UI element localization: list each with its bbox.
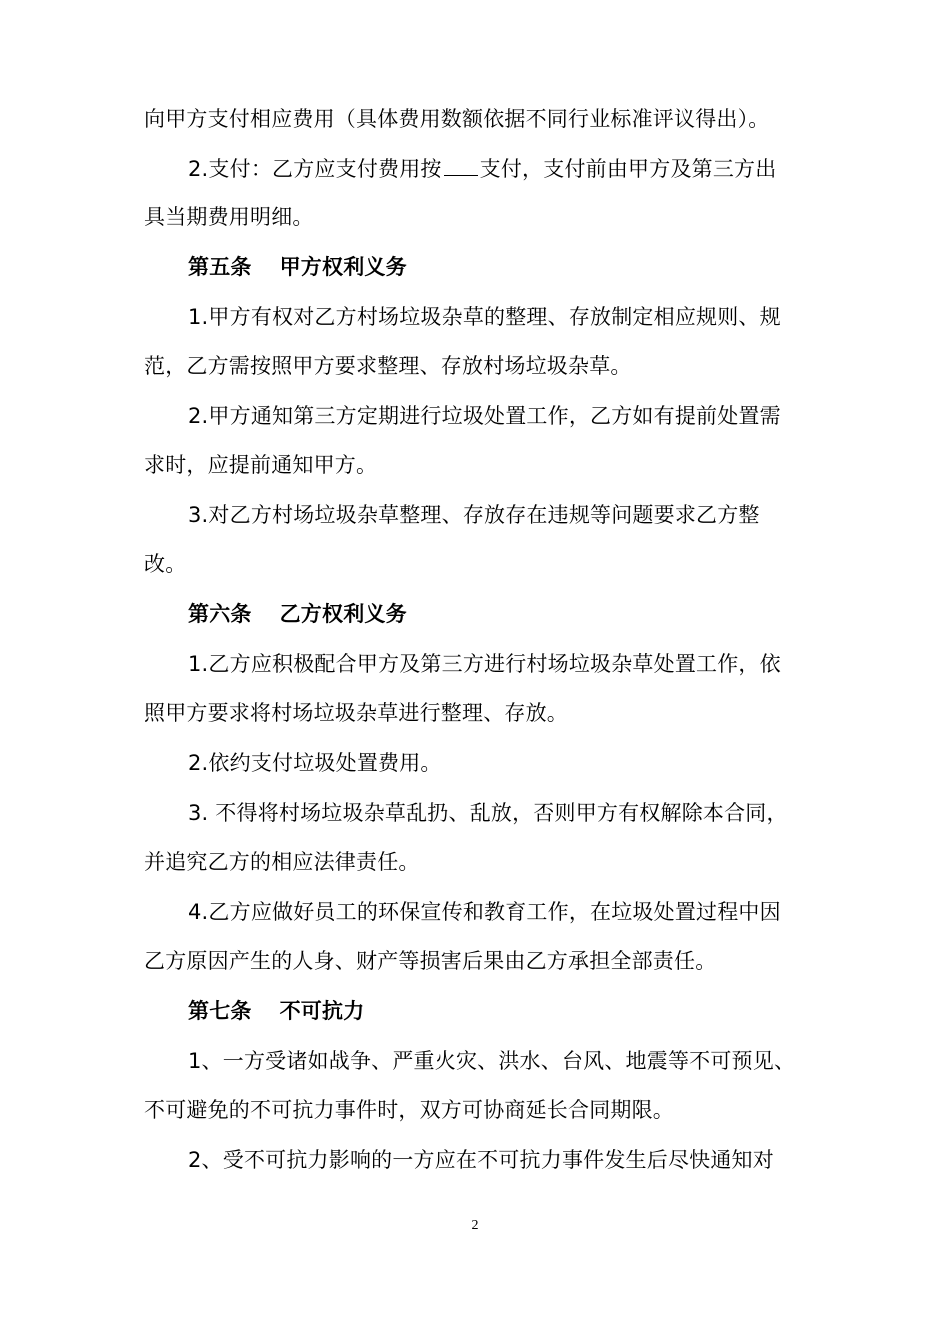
- article-title: 乙方权利义务: [279, 602, 407, 626]
- article-heading: [188, 996, 868, 1026]
- paragraph-line: 范，乙方需按照甲方要求整理、存放村场垃圾杂草。: [144, 354, 632, 378]
- article-number: 第六条: [188, 602, 252, 626]
- fill-in-blank[interactable]: [444, 153, 478, 176]
- paragraph-line: 1.甲方有权对乙方村场垃圾杂草的整理、存放制定相应规则、规: [188, 305, 781, 329]
- paragraph-line: 乙方原因产生的人身、财产等损害后果由乙方承担全部责任。: [144, 949, 717, 973]
- paragraph-line: 照甲方要求将村场垃圾杂草进行整理、存放。: [144, 701, 568, 725]
- paragraph-line: 向甲方支付相应费用（具体费用数额依据不同行业标准评议得出）。: [144, 107, 770, 131]
- paragraph-line: 2.依约支付垃圾处置费用。: [188, 751, 442, 775]
- paragraph-line: 并追究乙方的相应法律责任。: [144, 850, 420, 874]
- payment-clause-end: 支付，支付前由甲方及第三方出: [479, 157, 777, 181]
- paragraph-line: 2.甲方通知第三方定期进行垃圾处置工作，乙方如有提前处置需: [188, 404, 781, 428]
- article-title: 不可抗力: [279, 999, 365, 1023]
- paragraph-line: 具当期费用明细。: [144, 205, 314, 229]
- paragraph-line: 1.乙方应积极配合甲方及第三方进行村场垃圾杂草处置工作，依: [188, 652, 781, 676]
- paragraph-line: 求时，应提前通知甲方。: [144, 453, 378, 477]
- paragraph-line: 2、受不可抗力影响的一方应在不可抗力事件发生后尽快通知对: [188, 1148, 774, 1172]
- article-heading: [188, 252, 868, 282]
- paragraph-line: 改。: [144, 552, 187, 576]
- article-number: 第五条: [188, 255, 252, 279]
- article-heading: [188, 599, 868, 629]
- paragraph-line: 不可避免的不可抗力事件时，双方可协商延长合同期限。: [144, 1098, 674, 1122]
- article-number: 第七条: [188, 999, 252, 1023]
- page-number: 2: [471, 1218, 479, 1233]
- paragraph-line: 3.对乙方村场垃圾杂草整理、存放存在违规等问题要求乙方整: [188, 503, 760, 527]
- article-title: 甲方权利义务: [279, 255, 407, 279]
- payment-clause-start: 2.支付：乙方应支付费用按: [188, 157, 442, 181]
- paragraph-line: 1、一方受诸如战争、严重火灾、洪水、台风、地震等不可预见、: [188, 1049, 796, 1073]
- paragraph-line: 3. 不得将村场垃圾杂草乱扔、乱放，否则甲方有权解除本合同，: [188, 801, 788, 825]
- paragraph-line: [188, 153, 868, 183]
- paragraph-line: 4.乙方应做好员工的环保宣传和教育工作，在垃圾处置过程中因: [188, 900, 781, 924]
